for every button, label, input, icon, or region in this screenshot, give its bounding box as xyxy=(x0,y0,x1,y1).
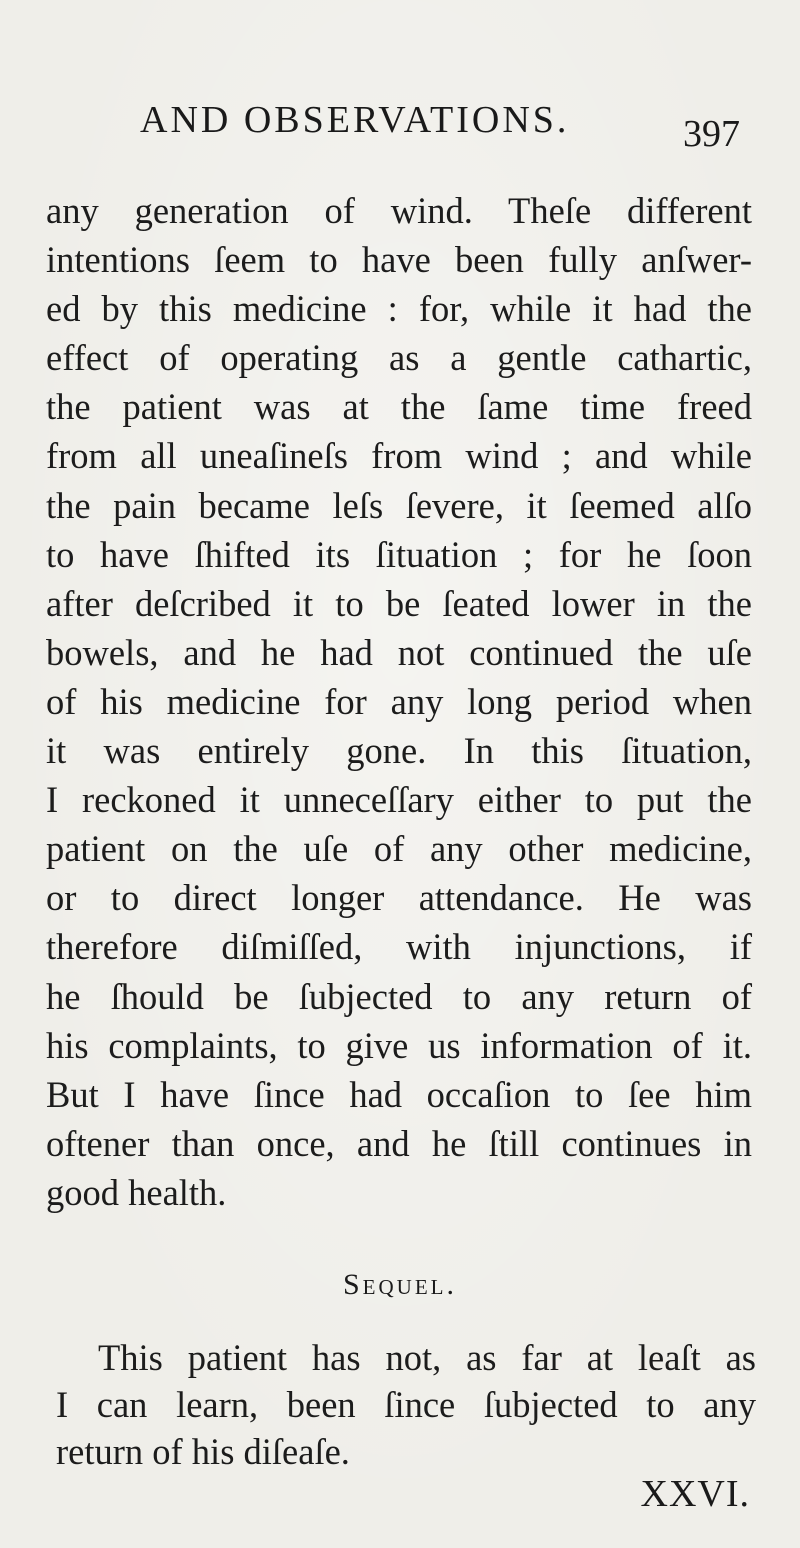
text-line: return of his diſeaſe. xyxy=(56,1431,350,1472)
text-line: he ſhould be ſubjected to any return of xyxy=(46,975,752,1017)
text-line: ed by this medicine : for, while it had the xyxy=(46,288,752,330)
body-paragraph xyxy=(46,186,752,1217)
text-line: oftener than once, and he ſtill continues in xyxy=(46,1122,752,1164)
text-line: effect of operating as a gentle cathartic, xyxy=(46,337,752,379)
text-line: bowels, and he had not continued the uſe xyxy=(46,631,752,673)
text-line: I reckoned it unneceſſary either to put the xyxy=(46,779,752,821)
section-heading-sequel: Sequel. xyxy=(343,1268,457,1301)
text-line: his complaints, to give us information of it. xyxy=(46,1024,752,1066)
text-line: of his medicine for any long period when xyxy=(46,680,752,722)
running-head: AND OBSERVATIONS. xyxy=(140,99,570,141)
catchword: XXVI. xyxy=(640,1473,750,1515)
text-line: therefore diſmiſſed, with injunctions, if xyxy=(46,926,752,968)
text-line: any generation of wind. Theſe different xyxy=(46,190,752,231)
text-line: good health. xyxy=(46,1171,227,1213)
text-line: after deſcribed it to be ſeated lower in the xyxy=(46,582,752,624)
text-line: or to direct longer attendance. He was xyxy=(46,877,752,919)
text-line: I can learn, been ſince ſubjected to any xyxy=(56,1384,756,1425)
text-line: to have ſhifted its ſituation ; for he ſoon xyxy=(46,533,752,575)
sequel-paragraph xyxy=(56,1334,756,1475)
text-line: it was entirely gone. In this ſituation, xyxy=(46,730,752,772)
page-header xyxy=(140,98,750,158)
text-line: This patient has not, as far at leaſt as xyxy=(98,1337,756,1378)
page-number: 397 xyxy=(683,113,740,155)
text-line: intentions ſeem to have been fully anſwer- xyxy=(46,239,752,281)
text-line: from all uneaſineſs from wind ; and while xyxy=(46,435,752,477)
text-line: the pain became leſs ſevere, it ſeemed alſo xyxy=(46,484,752,526)
text-line: the patient was at the ſame time freed xyxy=(46,386,752,428)
text-line: patient on the uſe of any other medicine, xyxy=(46,828,752,870)
text-line: But I have ſince had occaſion to ſee him xyxy=(46,1073,752,1115)
